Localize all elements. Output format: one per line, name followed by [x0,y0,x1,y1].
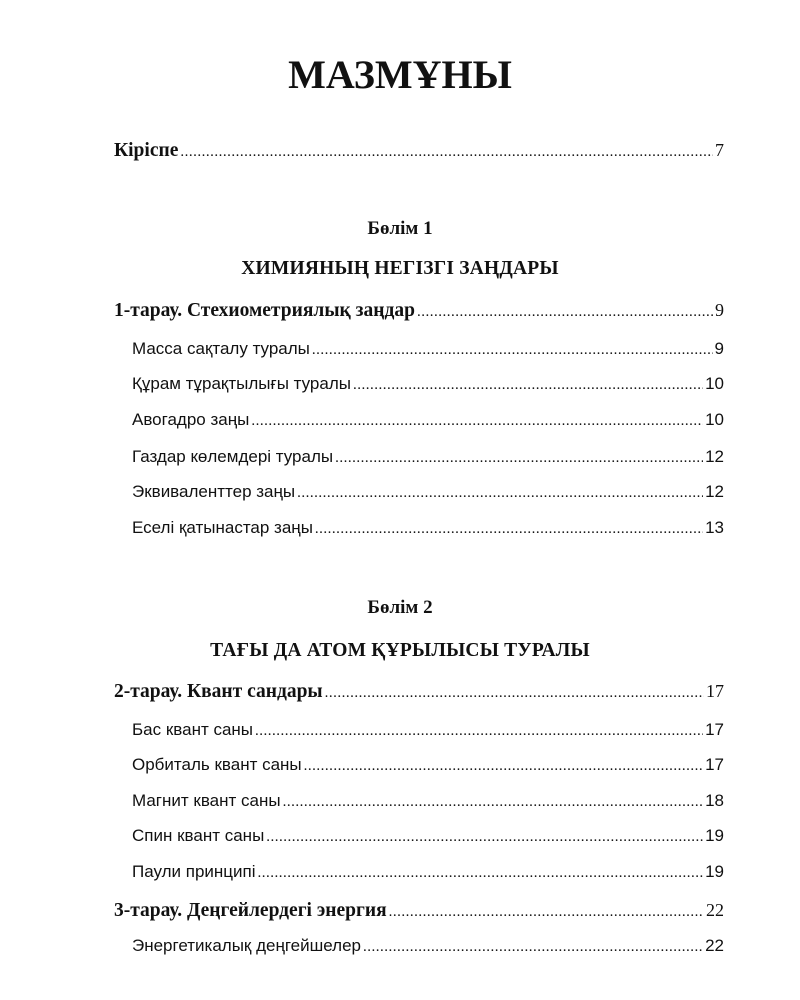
toc-entry[interactable] [132,936,724,964]
toc-chapter-entry[interactable] [114,681,724,709]
toc-entry[interactable] [132,755,724,783]
toc-page-number: 18 [705,791,724,810]
toc-entry-label: Авогадро заңы [132,410,250,429]
toc-entry-label: Кіріспе [114,140,179,161]
toc-entry-label: Құрам тұрақтылығы туралы [132,374,351,393]
dot-leader [283,794,703,811]
toc-page-number: 19 [705,862,724,881]
toc-page-number: 10 [705,410,724,429]
dot-leader [297,485,703,502]
toc-page-number: 19 [705,826,724,845]
toc-page-number: 22 [706,900,724,920]
toc-entry[interactable] [132,410,724,438]
toc-entry-label: Еселі қатынастар заңы [132,518,313,537]
toc-entry[interactable] [132,791,724,819]
toc-entry-intro[interactable] [114,140,724,168]
part-label: Бөлім 2 [367,597,433,618]
toc-entry-label: Масса сақталу туралы [132,339,310,358]
toc-chapter-entry[interactable] [114,300,724,328]
page-title: МАЗМҰНЫ [288,52,512,97]
toc-entry-label: Магнит квант саны [132,791,281,810]
toc-entry-label: Энергетикалық деңгейшелер [132,936,361,955]
dot-leader [251,413,703,430]
dot-leader [325,685,704,702]
dot-leader [266,829,703,846]
toc-entry-label: 3-тарау. Деңгейлердегі энергия [114,900,387,921]
toc-page-number: 17 [705,755,724,774]
dot-leader [417,304,713,321]
dot-leader [304,758,703,775]
toc-entry[interactable] [132,518,724,546]
toc-entry[interactable] [132,374,724,402]
toc-page-number: 17 [706,681,724,701]
toc-page-number: 13 [705,518,724,537]
toc-page-number: 12 [705,447,724,466]
toc-entry[interactable] [132,720,724,748]
toc-page-number: 9 [715,300,724,320]
part-title: ТАҒЫ ДА АТОМ ҚҰРЫЛЫСЫ ТУРАЛЫ [210,640,590,661]
part-label: Бөлім 1 [367,218,433,239]
toc-entry[interactable] [132,862,724,890]
dot-leader [335,450,703,467]
dot-leader [389,904,704,921]
toc-chapter-entry[interactable] [114,900,724,928]
dot-leader [315,521,703,538]
toc-entry-label: Газдар көлемдері туралы [132,447,334,466]
toc-entry-label: Эквиваленттер заңы [132,482,296,501]
toc-entry[interactable] [132,826,724,854]
part-title: ХИМИЯНЫҢ НЕГІЗГІ ЗАҢДАРЫ [241,258,559,279]
toc-page-number: 9 [714,339,724,358]
toc-page-number: 7 [715,140,724,160]
toc-entry-label: 2-тарау. Квант сандары [114,681,323,702]
toc-entry[interactable] [132,447,724,475]
dot-leader [258,865,704,882]
toc-entry-label: Бас квант саны [132,720,254,739]
dot-leader [363,939,703,956]
toc-entry-label: 1-тарау. Стехиометриялық заңдар [114,300,415,321]
toc-entry-label: Орбиталь квант саны [132,755,302,774]
toc-entry[interactable] [132,339,724,367]
toc-page-number: 12 [705,482,724,501]
dot-leader [255,723,703,740]
toc-page-number: 17 [705,720,724,739]
toc-entry-label: Спин квант саны [132,826,265,845]
dot-leader [312,342,713,359]
dot-leader [353,377,703,394]
toc-page-number: 10 [705,374,724,393]
dot-leader [180,144,713,161]
toc-entry[interactable] [132,482,724,510]
toc-entry-label: Паули принципі [132,862,256,881]
toc-page-number: 22 [705,936,724,955]
